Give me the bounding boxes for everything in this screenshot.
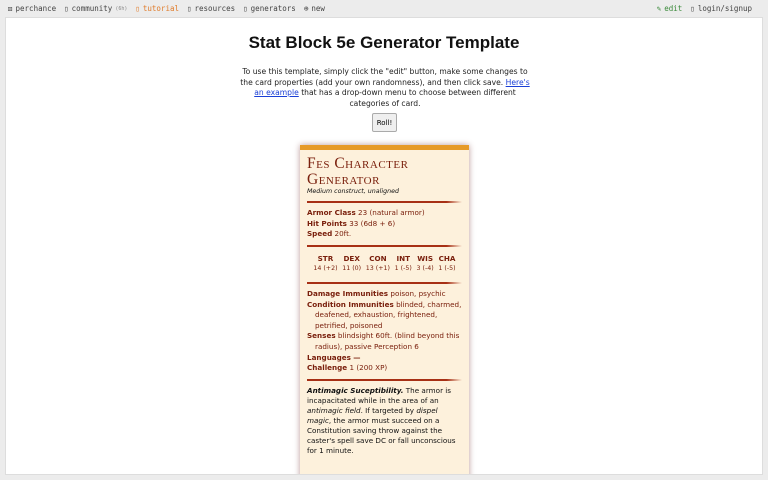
value: poison, psychic (390, 288, 446, 298)
ability-value: 13 (+1) (365, 265, 391, 273)
ability-name: CHA (438, 253, 456, 263)
value: 23 (natural armor) (358, 208, 425, 217)
nav-new[interactable] (304, 4, 325, 13)
ability-name: INT (396, 253, 411, 263)
value: 20ft. (334, 229, 352, 239)
nav-generators[interactable] (243, 4, 296, 13)
ability-wis (417, 254, 434, 275)
intro-part: that has a drop-down menu to choose between different categories of card. (298, 88, 516, 108)
book-icon: ▯ (135, 4, 140, 13)
damage-immunities (307, 289, 462, 300)
ability-int (395, 254, 412, 275)
divider (307, 379, 462, 381)
trait-em: dispel magic (307, 405, 438, 425)
nav-label: perchance (15, 4, 57, 13)
plus-circle-icon: ⊕ (303, 4, 309, 13)
page-title: Stat Block 5e Generator Template (248, 33, 520, 52)
stat-block-card (300, 145, 469, 475)
hit-points (307, 219, 462, 230)
user-icon: ▯ (690, 4, 695, 13)
divider (307, 245, 462, 247)
trait-name: Antimagic Suceptibility. (307, 385, 404, 395)
ability-value: 14 (+2) (313, 265, 338, 273)
example-link[interactable]: Here's an example (254, 77, 530, 97)
nav-community[interactable] (64, 4, 127, 13)
label: Languages (307, 352, 351, 362)
chat-icon: ▯ (64, 4, 69, 13)
intro-part: To use this template, simply click the "edit" button, make some changes to the card properties (add your own randomness), and then click save. (240, 67, 528, 87)
ability-name: STR (317, 253, 334, 263)
ability-scores (307, 252, 462, 277)
nav-label: new (311, 4, 325, 13)
value: blindsight 60ft. (blind beyond this radius), passive Perception 6 (315, 331, 460, 351)
roll-button[interactable]: Roll! (372, 113, 397, 132)
nav-label: resources (194, 4, 236, 13)
creature-type: Medium construct, unaligned (307, 188, 399, 195)
doc-icon: ▯ (187, 4, 192, 13)
label: Armor Class (307, 208, 356, 217)
label: Damage Immunities (307, 288, 389, 298)
edit-label: edit (664, 4, 683, 13)
edit-button[interactable] (657, 4, 683, 13)
value: — (353, 352, 361, 362)
pencil-icon: ✎ (656, 4, 662, 13)
ability-value: 1 (-5) (438, 265, 456, 273)
trait-text: The armor is incapacitated while in the area of an (307, 385, 452, 405)
ability-value: 1 (-5) (394, 265, 412, 273)
challenge (307, 363, 462, 374)
value: 1 (200 XP) (349, 363, 388, 373)
value: 33 (6d8 + 6) (349, 218, 396, 228)
trait-text: . If targeted by (360, 405, 417, 415)
ability-dex (342, 254, 361, 275)
dice-icon: ⚄ (8, 4, 13, 13)
nav-label: community (71, 4, 113, 13)
trait-em: antimagic field (307, 405, 361, 415)
intro-text (235, 67, 535, 109)
divider (307, 201, 462, 203)
nav-tutorial[interactable] (135, 4, 179, 13)
divider (307, 282, 462, 284)
ability-value: 3 (-4) (416, 265, 434, 273)
community-badge: (6h) (115, 5, 128, 12)
trait-antimagic (307, 386, 462, 456)
label: Challenge (307, 363, 348, 373)
list-icon: ▯ (243, 4, 248, 13)
speed (307, 229, 462, 240)
generator-output (5, 17, 763, 475)
senses (307, 331, 462, 352)
ability-cha (438, 254, 455, 275)
ability-name: CON (369, 253, 387, 263)
nav-resources[interactable] (187, 4, 235, 13)
creature-name: Fes Character Generator (307, 155, 409, 188)
ability-con (366, 254, 390, 275)
label: Hit Points (307, 218, 347, 228)
top-nav (0, 0, 768, 17)
ability-value: 11 (0) (342, 265, 362, 273)
armor-class (307, 208, 462, 219)
ability-name: WIS (417, 253, 434, 263)
label: Senses (307, 331, 336, 341)
trait-text: , the armor must succeed on a Constitution saving throw against the caster's spell save DC or fall unconscious for 1 minute. (307, 415, 456, 455)
nav-label: generators (250, 4, 296, 13)
condition-immunities (307, 300, 462, 332)
languages (307, 353, 462, 364)
label: Speed (307, 229, 333, 239)
nav-label: tutorial (142, 4, 179, 13)
label: Condition Immunities (307, 299, 394, 309)
ability-str (313, 254, 337, 275)
login-label: login/signup (697, 4, 752, 13)
value: blinded, charmed, deafened, exhaustion, frightened, petrified, poisoned (315, 299, 462, 330)
nav-perchance[interactable] (8, 4, 56, 13)
login-link[interactable] (690, 4, 752, 13)
ability-name: DEX (343, 253, 360, 263)
